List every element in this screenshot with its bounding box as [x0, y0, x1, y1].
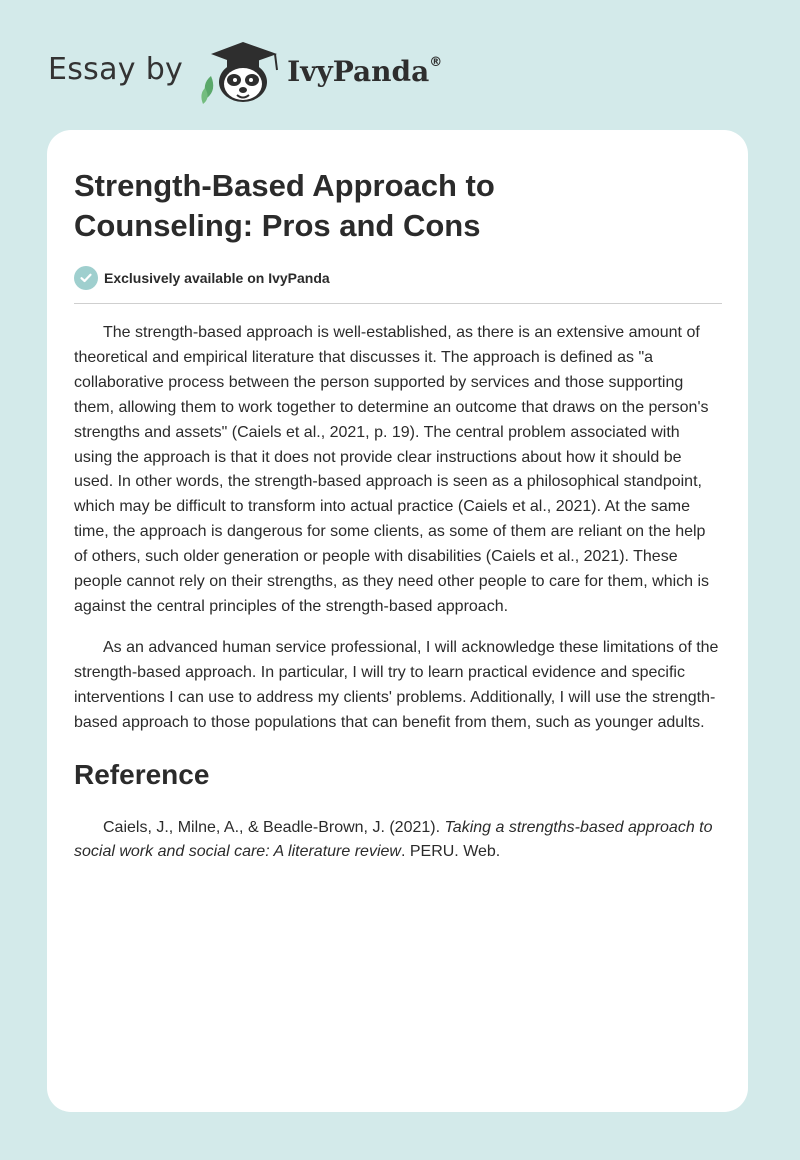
check-circle-icon: [74, 266, 98, 290]
page-title: Strength-Based Approach to Counseling: Pros and Cons: [74, 168, 495, 243]
badge-text: Exclusively available on IvyPanda: [104, 270, 330, 286]
reference-heading: Reference: [74, 758, 210, 790]
brand-label: IvyPanda: [287, 54, 430, 88]
exclusive-badge: [74, 266, 722, 290]
site-header: [48, 36, 442, 108]
body-paragraph: The strength-based approach is well-established, as there is an extensive amount of theoretical and empirical literature that discusses it. The approach is defined as "a collaborative process between the person supported by services and those supporting them, allowing them to work together to determine an outcome that draws on the person's strengths and assets" (Caiels et al., 2021, p. 19). The central problem associated with using the approach is that it does not provide clear instructions about how it should be used. In other words, the strength-based approach is seen as a philosophical standpoint, which may be difficult to transform into actual practice (Caiels et al., 2021). At the same time, the approach is dangerous for some clients, as some of them are reliant on the help of others, such older generation or people with disabilities (Caiels et al., 2021). These people cannot rely on their strengths, as they need other people to care for them, which is against the central principles of the strength-based approach.: [74, 324, 710, 615]
reference-authors: Caiels, J., Milne, A., & Beadle-Brown, J. (2021).: [103, 818, 445, 836]
essay-by-label: Essay by: [48, 51, 184, 87]
reference-source: . PERU. Web.: [400, 843, 501, 861]
essay-card: [47, 130, 748, 1112]
reference-title: Taking a strengths-based approach to social work and social care: A literature review: [74, 818, 713, 861]
reference-entry: [74, 816, 722, 866]
brand-name: [287, 55, 442, 88]
trademark-symbol: ®: [429, 54, 443, 70]
body-paragraph: As an advanced human service professional, I will acknowledge these limitations of the strength-based approach. In particular, I will try to learn practical evidence and specific interventions I can use to address my clients' problems. Additionally, I will use the strength-based approach to those populations that can benefit from them, such as younger adults.: [74, 638, 719, 731]
panda-graduate-icon: [197, 36, 289, 108]
divider: [74, 303, 722, 304]
